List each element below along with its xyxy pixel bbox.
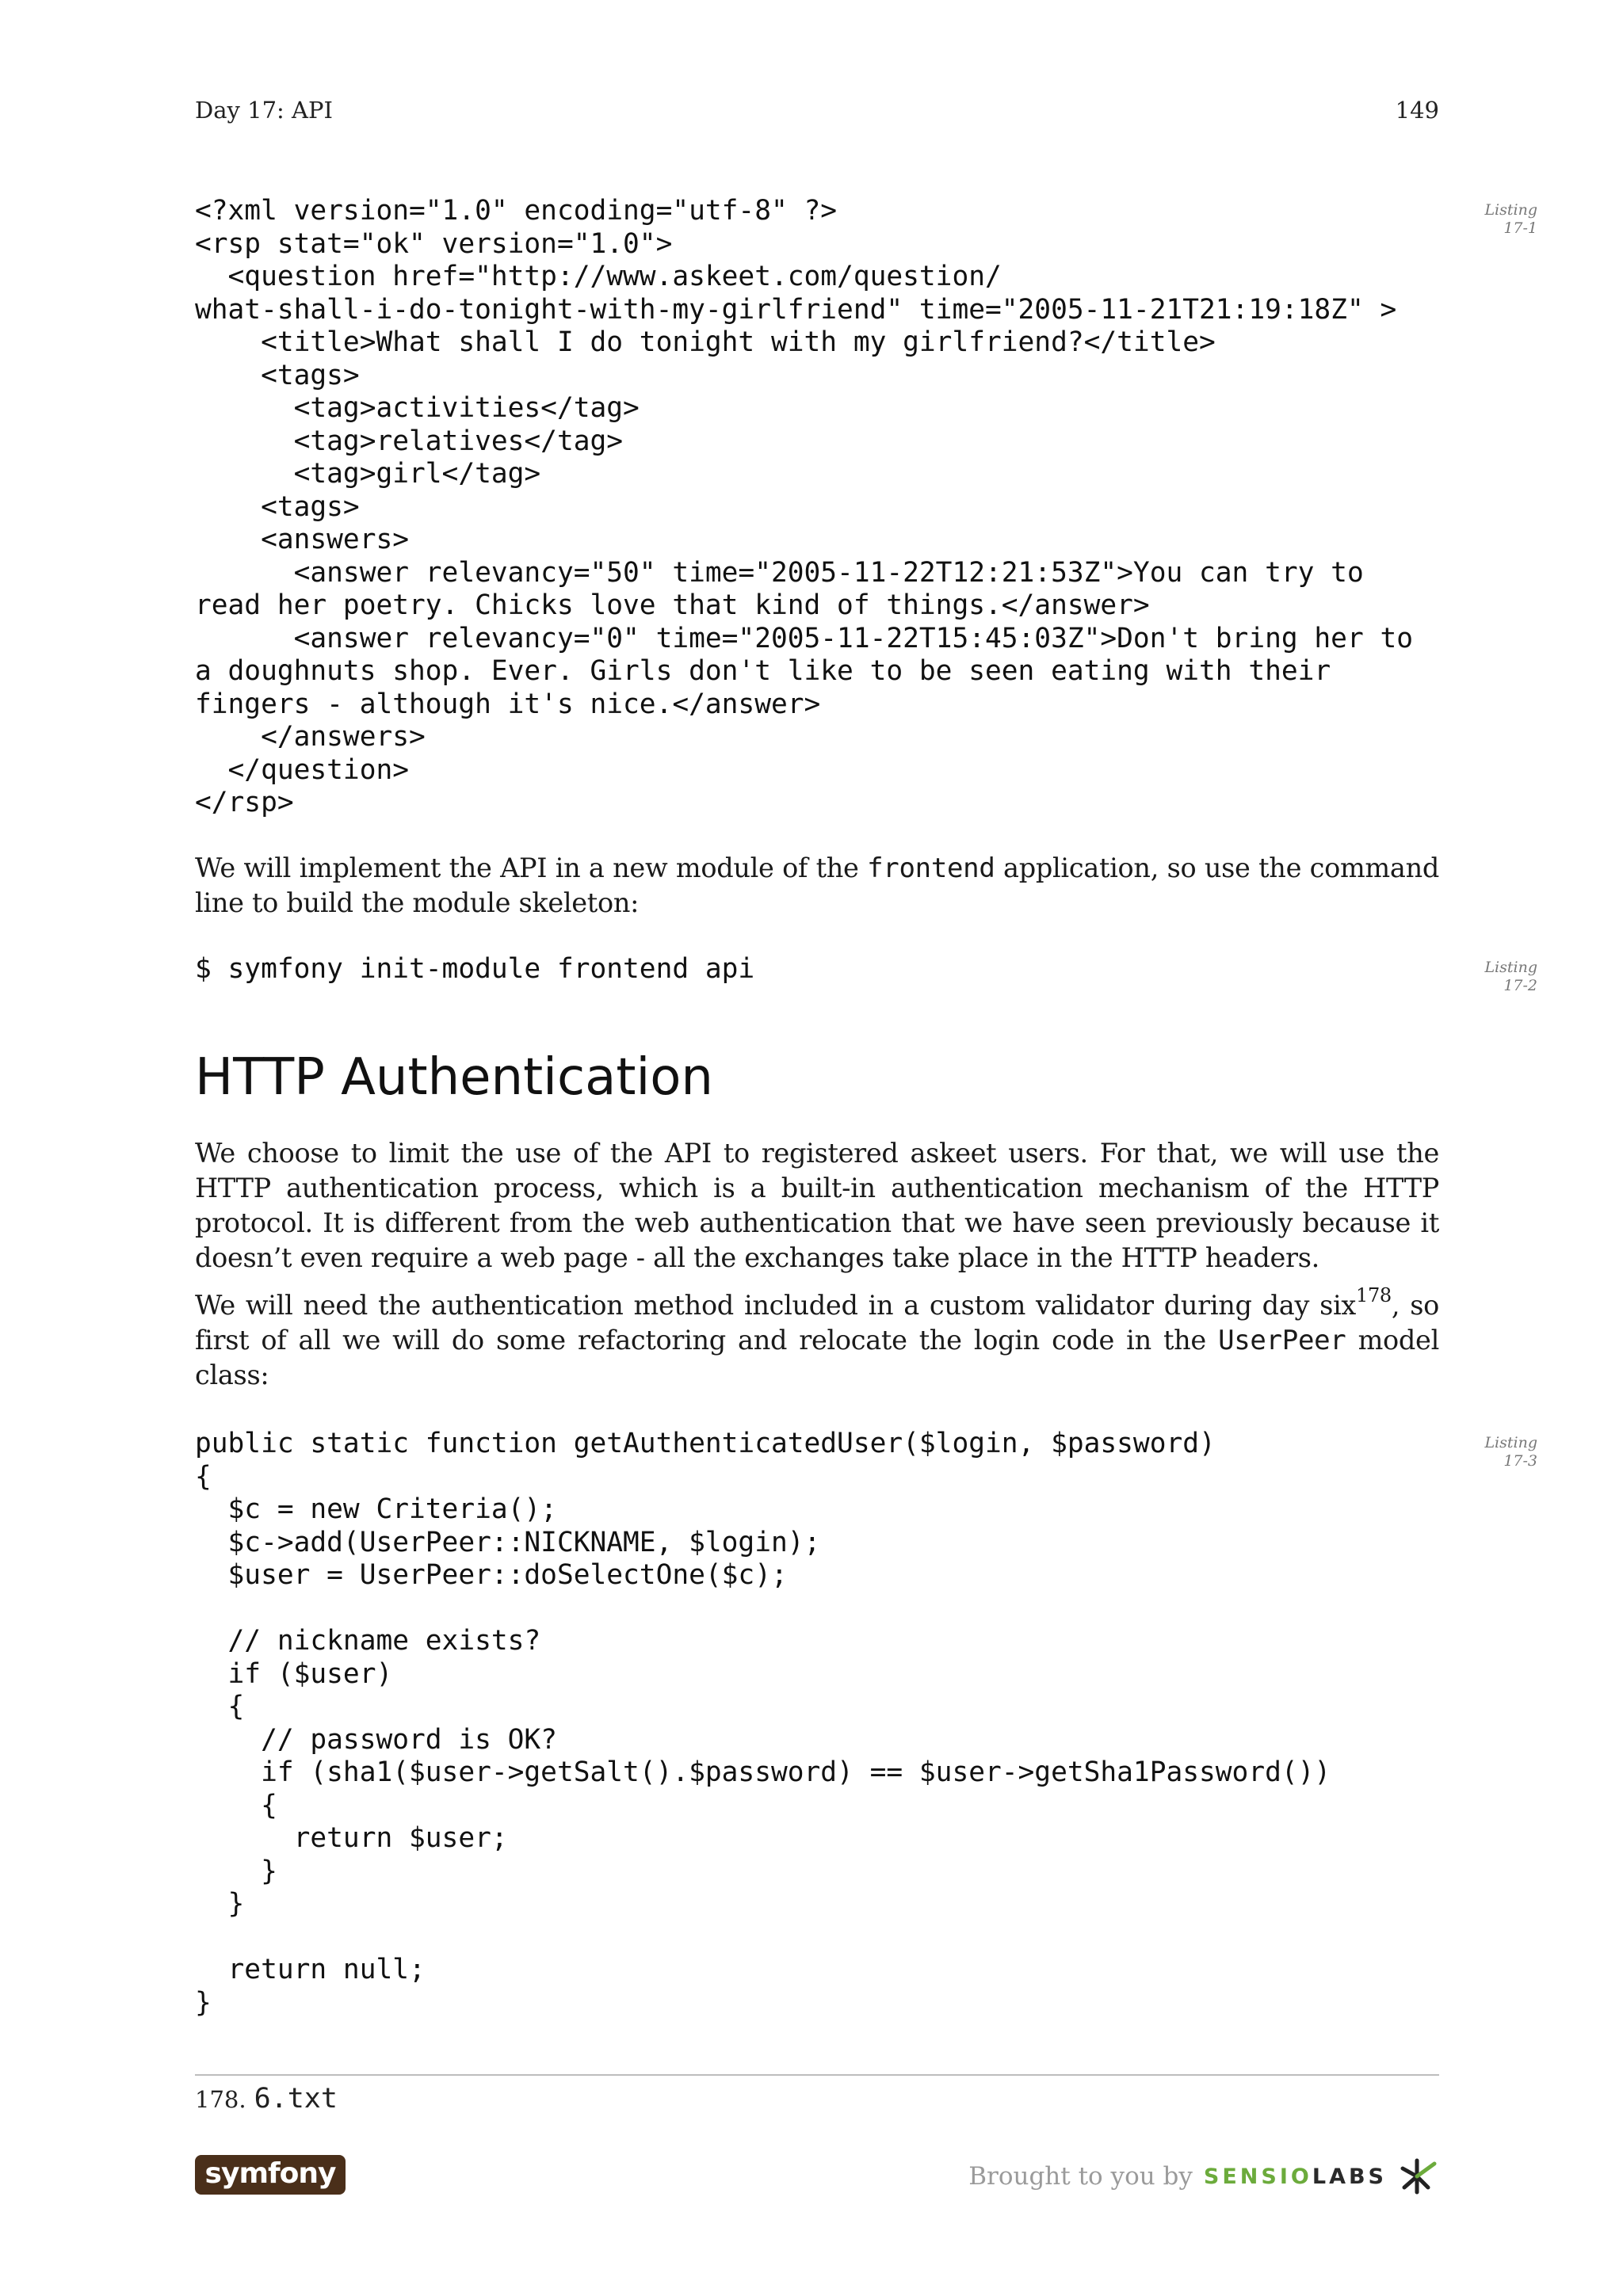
footnote <box>195 2081 338 2118</box>
brought-to-you-by <box>968 2157 1439 2196</box>
footnote-link[interactable]: 6.txt <box>254 2083 338 2115</box>
listing-word: Listing <box>1484 201 1537 219</box>
running-header <box>195 97 1439 132</box>
listing-number: 17-1 <box>1503 219 1537 237</box>
text-run: We will need the authentication method included in a custom validator during day six <box>195 1290 1356 1321</box>
page-number: 149 <box>1395 97 1439 124</box>
sensio-wordmark: SENSIO <box>1203 2164 1312 2189</box>
paragraph-refactoring <box>195 1283 1439 1393</box>
listing-word: Listing <box>1484 959 1537 976</box>
brought-by-text: Brought to you by <box>968 2162 1193 2191</box>
footnote-number: 178. <box>195 2086 246 2113</box>
text-run: , so first of all we will do some refactoring and relocate the login code in the <box>195 1290 1439 1356</box>
text-run: application, so use the command line to build the module skeleton: <box>195 852 1439 918</box>
listing-word: Listing <box>1484 1434 1537 1451</box>
chapter-title: Day 17: API <box>195 97 333 124</box>
paragraph-http-auth: We choose to limit the use of the API to registered askeet users. For that, we will use the HTTP authentication process, which is a built-in authentication mechanism of the HTTP protocol. It is different from the web authentication that we have seen previously because it doesn’t even require a web page - all the exchanges take place in the HTTP headers. <box>195 1138 1439 1273</box>
symfony-logo: symfony <box>195 2155 346 2195</box>
text-run: We will implement the API in a new module of the <box>195 852 868 883</box>
paragraph-module-intro <box>195 851 1439 921</box>
inline-code-frontend: frontend <box>867 852 995 884</box>
sensiolabs-star-icon <box>1398 2157 1439 2195</box>
text-run: model class: <box>195 1325 1439 1390</box>
listing-label-17-2 <box>1419 959 1537 995</box>
listing-label-17-3 <box>1419 1434 1537 1470</box>
listing-number: 17-3 <box>1503 1452 1537 1470</box>
php-method-listing: public static function getAuthenticatedUser($login, $password) { $c = new Criteria(); $c->add(UserPeer::NICKNAME, $login); $user = UserPeer::doSelectOne($c); // nickname exists? if ($user) { // password is OK? if (sha1($user->getSalt().$password) == $user->getSha1Password()) { return $user; } } return null; } <box>195 1428 1331 2019</box>
xml-response-listing: <?xml version="1.0" encoding="utf-8" ?> <rsp stat="ok" version="1.0"> <question href="http://www.askeet.com/question/ what-shall-i-do-tonight-with-my-girlfriend" time="2005-11-21T21:19:18Z" > <title>What shall I do tonight with my girlfriend?</title> <tags> <tag>activities</tag> <tag>relatives</tag> <tag>girl</tag> <tags> <answers> <answer relevancy="50" time="2005-11-22T12:21:53Z">You can try to read her poetry. Chicks love that kind of things.</answer> <answer relevancy="0" time="2005-11-22T15:45:03Z">Don't bring her to a doughnuts shop. Ever. Girls don't like to be seen eating with their fingers - although it's nice.</answer> </answers> </question> </rsp> <box>195 195 1414 818</box>
labs-wordmark: LABS <box>1312 2164 1387 2189</box>
section-heading: HTTP Authentication <box>195 1048 713 1107</box>
inline-code-userpeer: UserPeer <box>1218 1325 1346 1356</box>
listing-label-17-1 <box>1419 201 1537 238</box>
shell-command-listing: $ symfony init-module frontend api <box>195 953 755 985</box>
footnote-divider <box>195 2074 1439 2076</box>
listing-number: 17-2 <box>1503 977 1537 994</box>
footnote-reference[interactable]: 178 <box>1355 1283 1392 1306</box>
